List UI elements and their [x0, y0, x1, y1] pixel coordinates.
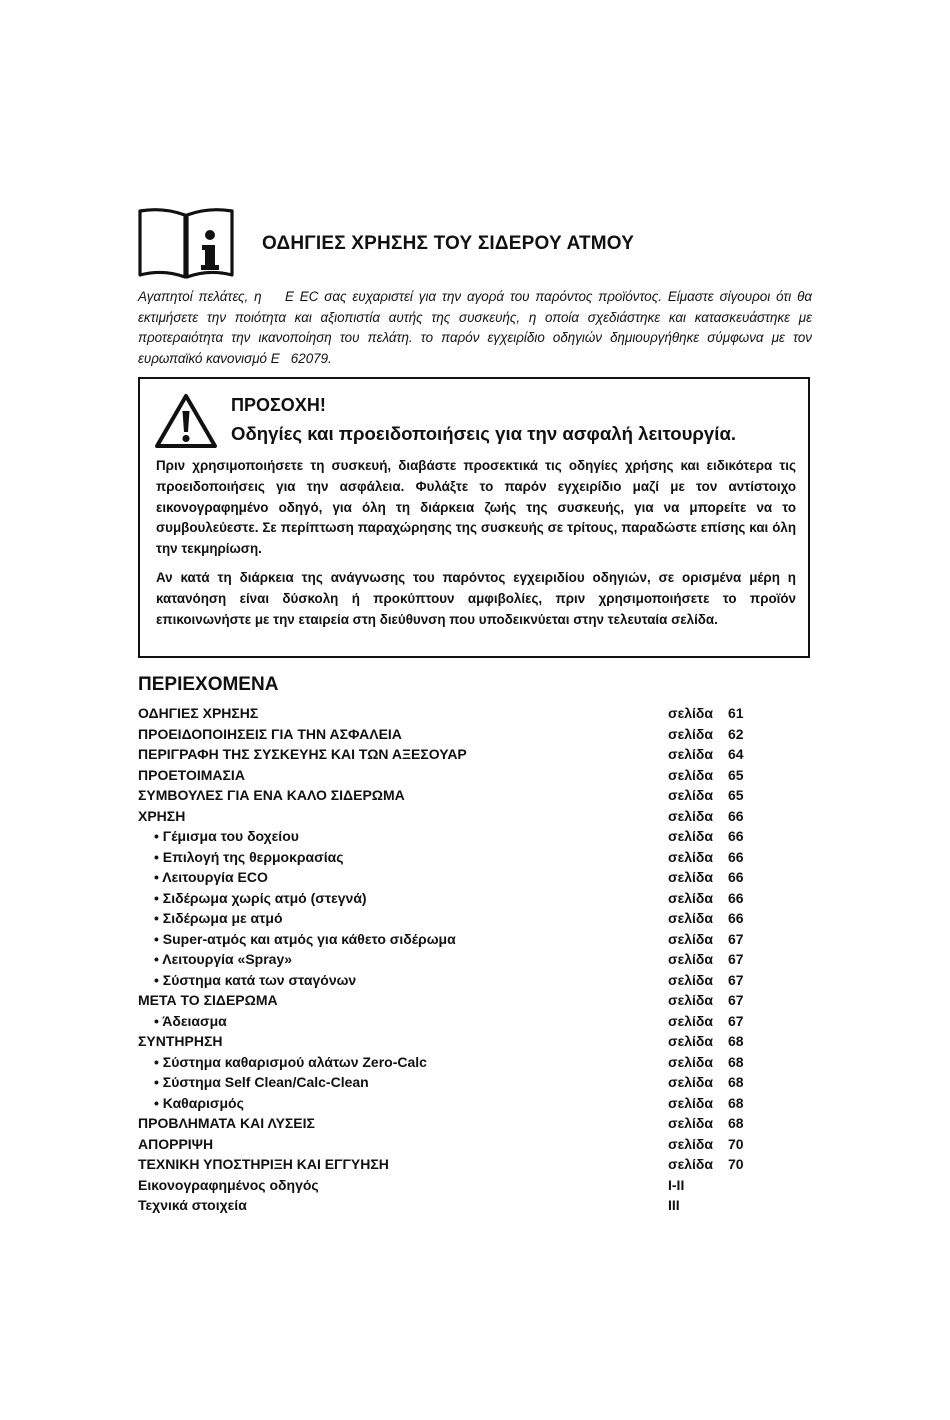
toc-entry — [138, 949, 778, 970]
toc-entry-page — [668, 970, 744, 991]
toc-page-number: 61 — [728, 705, 744, 721]
toc-entry — [138, 970, 778, 991]
toc-page-number: III — [668, 1197, 680, 1213]
toc-page-word: σελίδα — [668, 1135, 713, 1152]
toc-entry-label: ΟΔΗΓΙΕΣ ΧΡΗΣΗΣ — [138, 705, 259, 721]
toc-page-number: I-II — [668, 1176, 685, 1193]
toc-entry — [138, 1031, 778, 1052]
toc-entry-page — [668, 1072, 744, 1093]
toc-entry — [138, 888, 778, 909]
warning-paragraph: Πριν χρησιμοποιήσετε τη συσκευή, διαβάστε προσεκτικά τις οδηγίες χρήσης και ειδικότερα τις προειδοποιήσεις για την ασφάλεια. Φυλάξτε το παρόν εγχειρίδιο μαζί με τον αντίστοιχο εικονογραφημένο οδηγό, για όλη τη διάρκεια ζωής της συσκευής, για να μπορείτε να το συμβουλεύεστε. Σε περίπτωση παραχώρησης της συσκευής σε τρίτους, παραδώστε επίσης και όλη την τεκμηρίωση. — [156, 458, 796, 557]
toc-entry-label: ΠΕΡΙΓΡΑΦΗ ΤΗΣ ΣΥΣΚΕΥΗΣ ΚΑΙ ΤΩΝ ΑΞΕΣΟΥΑΡ — [138, 746, 467, 762]
table-of-contents — [138, 703, 778, 1216]
toc-entry — [138, 1195, 778, 1216]
safety-warning-box — [138, 377, 810, 658]
toc-entry-page — [668, 724, 744, 745]
toc-entry-page — [668, 888, 744, 909]
toc-page-word: σελίδα — [668, 951, 713, 967]
toc-page-number: 66 — [728, 807, 744, 824]
toc-entry-label: • Άδειασμα — [154, 1012, 227, 1029]
toc-page-number: 66 — [728, 848, 744, 865]
toc-entry-page — [668, 1134, 744, 1155]
toc-entry — [138, 806, 778, 827]
toc-page-number: 64 — [728, 746, 744, 762]
toc-page-number: 66 — [728, 869, 744, 885]
toc-page-number: 68 — [728, 1033, 744, 1049]
toc-entry-page — [668, 990, 744, 1011]
toc-entry-page — [668, 1052, 744, 1073]
toc-page-word: σελίδα — [668, 766, 713, 783]
warning-subtitle: Οδηγίες και προειδοποιήσεις για την ασφαλή λειτουργία. — [231, 423, 737, 444]
toc-page-number: 62 — [728, 725, 744, 742]
toc-page-number: 68 — [728, 1074, 744, 1090]
toc-page-word: σελίδα — [668, 1033, 713, 1049]
toc-entry-page — [668, 1093, 744, 1114]
toc-entry-page — [668, 847, 744, 868]
toc-entry-label: ΑΠΟΡΡΙΨΗ — [138, 1135, 214, 1152]
intro-paragraph — [138, 287, 812, 369]
toc-page-word: σελίδα — [668, 889, 713, 906]
toc-page-number: 66 — [728, 889, 744, 906]
toc-entry-label: • Καθαρισμός — [154, 1094, 244, 1111]
toc-entry-label: • Σύστημα κατά των σταγόνων — [154, 971, 357, 988]
toc-entry-label: • Super-ατμός και ατμός για κάθετο σιδέρωμα — [154, 930, 456, 947]
toc-entry — [138, 1093, 778, 1114]
toc-page-number: 68 — [728, 1094, 744, 1111]
toc-entry-label: ΧΡΗΣΗ — [138, 807, 186, 824]
document-header — [137, 207, 813, 279]
toc-page-word: σελίδα — [668, 1053, 713, 1070]
toc-page-number: 67 — [728, 971, 744, 988]
toc-page-number: 67 — [728, 951, 744, 967]
toc-page-number: 67 — [728, 1012, 744, 1029]
toc-entry — [138, 867, 778, 888]
toc-entry — [138, 724, 778, 745]
toc-page-number: 65 — [728, 787, 744, 803]
toc-entry-label: • Επιλογή της θερμοκρασίας — [154, 848, 344, 865]
toc-entry — [138, 765, 778, 786]
toc-page-word: σελίδα — [668, 828, 713, 844]
toc-page-word: σελίδα — [668, 1074, 713, 1090]
toc-entry — [138, 1072, 778, 1093]
toc-entry-page — [668, 908, 744, 929]
toc-entry-label: • Γέμισμα του δοχείου — [154, 828, 299, 844]
toc-entry — [138, 1154, 778, 1175]
toc-page-word: σελίδα — [668, 725, 713, 742]
toc-page-word: σελίδα — [668, 971, 713, 988]
toc-entry-label: ΤΕΧΝΙΚΗ ΥΠΟΣΤΗΡΙΞΗ ΚΑΙ ΕΓΓΥΗΣΗ — [138, 1156, 389, 1172]
toc-entry — [138, 785, 778, 806]
toc-entry-label: Εικονογραφημένος οδηγός — [138, 1176, 319, 1193]
toc-entry — [138, 703, 778, 724]
warning-triangle-icon — [154, 393, 218, 449]
toc-entry-label: ΠΡΟΒΛΗΜΑΤΑ ΚΑΙ ΛΥΣΕΙΣ — [138, 1115, 315, 1131]
toc-entry-label: • Σιδέρωμα χωρίς ατμό (στεγνά) — [154, 889, 367, 906]
toc-page-word: σελίδα — [668, 787, 713, 803]
toc-entry-label: ΠΡΟΕΙΔΟΠΟΙΗΣΕΙΣ ΓΙΑ ΤΗΝ ΑΣΦΑΛΕΙΑ — [138, 725, 402, 742]
toc-entry-label: • Λειτουργία ECO — [154, 869, 268, 885]
toc-entry-label: • Σιδέρωμα με ατμό — [154, 910, 283, 926]
warning-title: ΠΡΟΣΟΧΗ! — [231, 395, 326, 415]
toc-page-number: 70 — [728, 1135, 744, 1152]
toc-entry — [138, 990, 778, 1011]
toc-entry — [138, 1052, 778, 1073]
toc-entry-label: ΠΡΟΕΤΟΙΜΑΣΙΑ — [138, 766, 245, 783]
toc-entry-page — [668, 785, 744, 806]
toc-page-word: σελίδα — [668, 705, 713, 721]
toc-entry-label: ΣΥΝΤΗΡΗΣΗ — [138, 1033, 223, 1049]
toc-entry-page — [668, 867, 744, 888]
toc-page-word: σελίδα — [668, 807, 713, 824]
toc-page-word: σελίδα — [668, 746, 713, 762]
toc-page-word: σελίδα — [668, 869, 713, 885]
toc-entry-page — [668, 703, 744, 724]
open-book-info-icon — [137, 207, 235, 279]
toc-page-word: σελίδα — [668, 1115, 713, 1131]
toc-page-word: σελίδα — [668, 1094, 713, 1111]
toc-page-word: σελίδα — [668, 910, 713, 926]
toc-entry-page — [668, 1011, 744, 1032]
toc-page-word: σελίδα — [668, 848, 713, 865]
toc-entry-page — [668, 929, 744, 950]
toc-entry — [138, 1134, 778, 1155]
toc-entry-page — [668, 765, 744, 786]
contents-heading: ΠΕΡΙΕΧΟΜΕΝΑ — [138, 674, 279, 695]
toc-entry-page — [668, 949, 744, 970]
page-title: ΟΔΗΓΙΕΣ ΧΡΗΣΗΣ ΤΟΥ ΣΙΔΕΡΟΥ ΑΤΜΟΥ — [262, 233, 635, 254]
toc-page-number: 68 — [728, 1115, 744, 1131]
toc-page-number: 66 — [728, 910, 744, 926]
toc-entry-label: ΜΕΤΑ ΤΟ ΣΙΔΕΡΩΜΑ — [138, 992, 278, 1008]
warning-paragraph: Αν κατά τη διάρκεια της ανάγνωσης του παρόντος εγχειριδίου οδηγιών, σε ορισμένα μέρη η κατανόηση είναι δύσκολη ή προκύπτουν αμφιβολίες, πριν χρησιμοποιήσετε το προϊόν επικοινωνήστε με την εταιρεία στη διεύθυνση που υποδεικνύεται στην τελευταία σελίδα. — [156, 570, 796, 627]
toc-entry-page — [668, 1175, 684, 1196]
toc-page-number: 67 — [728, 930, 744, 947]
toc-entry — [138, 1113, 778, 1134]
toc-entry-page — [668, 744, 744, 765]
toc-entry-label: ΣΥΜΒΟΥΛΕΣ ΓΙΑ ΕΝΑ ΚΑΛΟ ΣΙΔΕΡΩΜΑ — [138, 787, 405, 803]
toc-entry — [138, 1011, 778, 1032]
toc-entry-label: Τεχνικά στοιχεία — [138, 1197, 247, 1213]
toc-entry-label: • Λειτουργία «Spray» — [154, 951, 293, 967]
toc-entry — [138, 1175, 778, 1196]
toc-page-number: 66 — [728, 828, 744, 844]
toc-entry-page — [668, 806, 744, 827]
toc-page-word: σελίδα — [668, 1156, 713, 1172]
toc-entry — [138, 847, 778, 868]
intro-text: Αγαπητοί πελάτες, η E EC σας ευχαριστεί για την αγορά του παρόντος προϊόντος. Είμαστε σίγουροι ότι θα εκτιμήσετε την ποιότητα και αξιοπιστία αυτής της συσκευής, η οποία σχεδιάστηκε και κατασκευάστηκε με προτεραιότητα την ικανοποίηση του πελάτη. το παρόν εγχειρίδιο οδηγιών δημιουργήθηκε σύμφωνα με τον ευρωπαϊκό κανονισμό E 62079. — [138, 289, 812, 366]
toc-entry — [138, 908, 778, 929]
toc-entry-page — [668, 1195, 680, 1216]
toc-page-word: σελίδα — [668, 1012, 713, 1029]
toc-entry-label: • Σύστημα Self Clean/Calc-Clean — [154, 1074, 369, 1090]
toc-entry-page — [668, 1113, 744, 1134]
toc-page-word: σελίδα — [668, 992, 713, 1008]
toc-entry — [138, 826, 778, 847]
toc-page-number: 68 — [728, 1053, 744, 1070]
toc-page-number: 67 — [728, 992, 744, 1008]
toc-page-number: 70 — [728, 1156, 744, 1172]
toc-page-number: 65 — [728, 766, 744, 783]
toc-page-word: σελίδα — [668, 930, 713, 947]
toc-entry — [138, 929, 778, 950]
toc-entry-page — [668, 1031, 744, 1052]
toc-entry-page — [668, 826, 744, 847]
toc-entry — [138, 744, 778, 765]
toc-entry-page — [668, 1154, 744, 1175]
toc-entry-label: • Σύστημα καθαρισμού αλάτων Zero-Calc — [154, 1053, 427, 1070]
